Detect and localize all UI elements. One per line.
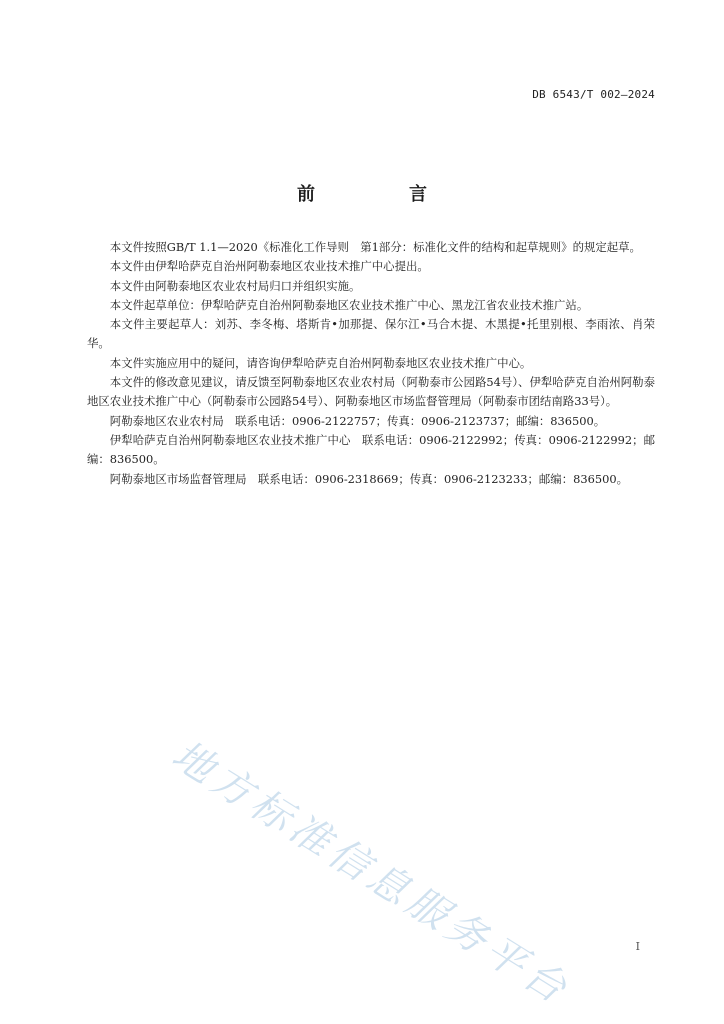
paragraph-drafting-units: 本文件起草单位：伊犁哈萨克自治州阿勒泰地区农业技术推广中心、黑龙江省农业技术推广站。 — [109, 297, 589, 312]
page-title: 前 言 — [297, 184, 465, 205]
paragraph-inquiries: 本文件实施应用中的疑问，请咨询伊犁哈萨克自治州阿勒泰地区农业技术推广中心。 — [109, 355, 532, 370]
paragraph-feedback: 本文件的修改意见建议，请反馈至阿勒泰地区农业农村局（阿勒泰市公园路54号）、伊犁哈萨克自治州阿勒泰地区农业技术推广中心（阿勒泰市公园路54号）、阿勒泰地区市场监督管理局（阿勒泰市团结南路33号）。 — [87, 375, 655, 409]
paragraph-drafters: 本文件主要起草人：刘苏、李冬梅、塔斯肯•加那提、保尔江•马合木提、木黑提•托里别根、李雨浓、肖荣华。 — [87, 317, 655, 351]
paragraph-contact-agriculture-bureau: 阿勒泰地区农业农村局 联系电话：0906-2122757；传真：0906-2123737；邮编：836500。 — [109, 413, 606, 428]
paragraph-contact-tech-center: 伊犁哈萨克自治州阿勒泰地区农业技术推广中心 联系电话：0906-2122992；传真：0906-2122992；邮编：836500。 — [87, 432, 655, 467]
page-number: I — [635, 940, 640, 953]
paragraph-drafting-basis: 本文件按照GB/T 1.1—2020《标准化工作导则 第1部分：标准化文件的结构和起草规则》的规定起草。 — [109, 240, 641, 254]
paragraph-administrator: 本文件由阿勒泰地区农业农村局归口并组织实施。 — [109, 278, 361, 293]
standard-code: DB 6543/T 002—2024 — [532, 88, 655, 101]
watermark: 地方标准信息服务平台 — [163, 731, 579, 1015]
foreword-body — [87, 238, 655, 489]
paragraph-contact-market-bureau: 阿勒泰地区市场监督管理局 联系电话：0906-2318669；传真：0906-2123233；邮编：836500。 — [109, 471, 628, 486]
paragraph-proposer: 本文件由伊犁哈萨克自治州阿勒泰地区农业技术推广中心提出。 — [109, 259, 429, 274]
